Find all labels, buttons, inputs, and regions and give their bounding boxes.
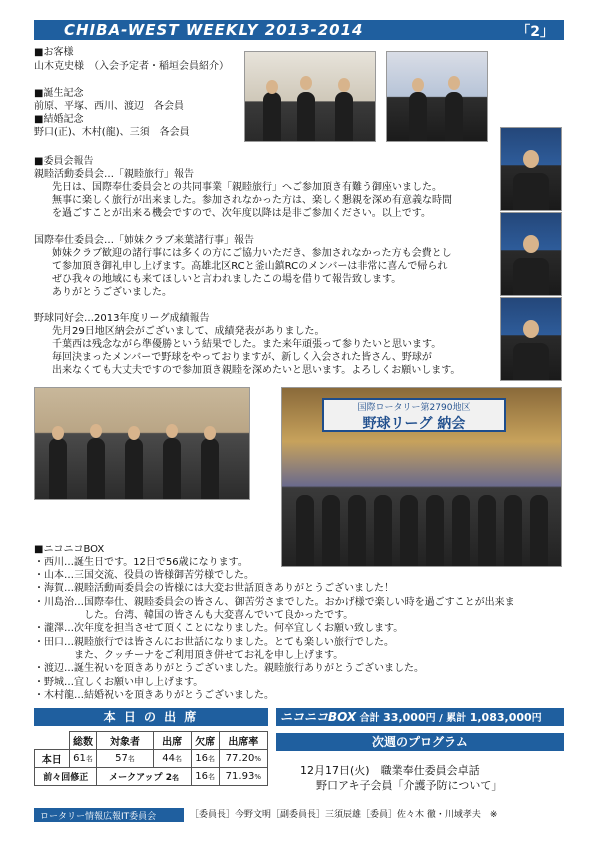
league-banner	[322, 398, 506, 432]
today-eligible: 57名	[97, 750, 153, 768]
nikoniko-item: ・瀧澤…次年度を担当させて頂くことになりました。何卒宜しくお願い致します。	[34, 623, 404, 634]
nikoniko-item: また、クッチーナをご利用頂き併せてお礼を申し上げます。	[34, 650, 344, 661]
league-banner-line2: 野球リーグ 納会	[362, 416, 466, 432]
nikoniko-item: ・海賀…親睦活動両委員会の皆様には大変お世話頂きありがとうございました！	[34, 583, 394, 594]
today-rate: 77.20%	[219, 750, 267, 768]
birthday-line: 前原、平塚、西川、渡辺 各会員	[34, 101, 184, 112]
photo-speaker-2	[500, 212, 562, 296]
col-eligible: 対象者	[97, 732, 153, 750]
photo-guest-group	[244, 51, 376, 142]
committee-s2-line: 姉妹クラブ歓迎の諸行事には多くの方にご協力いただき、参加されなかった方も会費とし	[52, 248, 452, 259]
attendance-prev-row	[35, 768, 268, 786]
photo-baseball-league	[281, 387, 562, 567]
next-week-line2: 野口アキ子会員「介護予防について」	[316, 779, 503, 792]
committee-s2-line: ぜひ我々の地域にも来てほしいと言われましたこの場を借りて報告致します。	[52, 274, 402, 285]
committee-s1-title: 親睦活動委員会…「親睦旅行」報告	[34, 169, 194, 180]
league-banner-line1: 国際ロータリー第2790地区	[357, 403, 471, 413]
issue-number: 「2」	[516, 24, 554, 40]
prev-rate: 71.93%	[219, 768, 267, 786]
nikoniko-item: ・野城…宜しくお願い申し上げます。	[34, 677, 204, 688]
photo-speaker-3	[500, 297, 562, 381]
birthday-heading: ■誕生記念	[34, 88, 84, 99]
nikoniko-item: ・田口…親睦旅行では皆さんにお世話になりました。とても楽しい旅行でした。	[34, 637, 394, 648]
col-rate: 出席率	[219, 732, 267, 750]
committee-s1-line: 無事に楽しく旅行が出来ました。参加されなかった方は、楽しく懇親を深め有意義な時間	[52, 195, 452, 206]
committee-s2-line: て参加頂き御礼申し上げます。高雄北区RCと釜山鎮RCのメンバーは非常に喜んで帰られ	[52, 261, 448, 272]
committee-s1-line: 先日は、国際奉仕委員会との共同事業「親睦旅行」へご参加頂き有難う御座いました。	[52, 182, 442, 193]
photo-speaker-1	[500, 127, 562, 211]
prev-label: 前々回修正	[35, 768, 97, 786]
newsletter-title: CHIBA-WEST WEEKLY 2013-2014	[64, 21, 364, 39]
footer-bar	[34, 808, 564, 822]
committee-s3-line: 千葉西は残念ながら準優勝という結果でした。また来年頑張って参りたいと思います。	[52, 339, 442, 350]
photo-celebration	[386, 51, 488, 142]
attendance-header-row	[35, 732, 268, 750]
attendance-table	[34, 731, 268, 786]
col-absent: 欠席	[191, 732, 219, 750]
today-total: 61名	[69, 750, 97, 768]
attendance-today-row	[35, 750, 268, 768]
committee-s3-line: 先月29日地区納会がございまして、成績発表がありました。	[52, 326, 325, 337]
nikoniko-item: ・木村龍…結婚祝いを頂きありがとうございました。	[34, 690, 274, 701]
attendance-title: 本 日 の 出 席	[34, 708, 268, 726]
wedding-heading: ■結婚記念	[34, 114, 84, 125]
committee-s2-title: 国際奉仕委員会…「姉妹クラブ来葉諸行事」報告	[34, 235, 254, 246]
nikoniko-item: ・西川…誕生日です。12日で56歳になります。	[34, 557, 248, 568]
col-total: 総数	[69, 732, 97, 750]
prev-absent: 16名	[191, 768, 219, 786]
wedding-line: 野口(正)、木村(龍)、三須 各会員	[34, 127, 190, 138]
committee-s1-line: を過ごすことが出来る機会ですので、次年度以降は是非ご参加ください。以上です。	[52, 208, 431, 219]
nikoniko-heading: ■ニコニコBOX	[34, 544, 105, 555]
nikoniko-item: ・川島治…国際奉仕、親睦委員会の皆さん、御苦労さまでした。おかげ様で楽しい時を過ごすことが出来ま	[34, 597, 515, 608]
today-present: 44名	[153, 750, 191, 768]
guest-line: 山木克史様 （入会予定者・稲垣会員紹介）	[34, 61, 229, 72]
footer-members: ［委員長］今野文明［副委員長］三須辰雄［委員］佐々木 徹・川域孝夫 ※	[184, 808, 568, 822]
committee-s3-title: 野球同好会…2013年度リーグ成績報告	[34, 313, 210, 324]
today-absent: 16名	[191, 750, 219, 768]
next-week-title: 次週のプログラム	[276, 733, 564, 751]
nikoniko-item: した。台湾、韓国の皆さんも大変喜んでいて良かったです。	[34, 610, 354, 621]
guest-heading: ■お客様	[34, 47, 74, 58]
committee-heading: ■委員会報告	[34, 156, 94, 167]
col-present: 出席	[153, 732, 191, 750]
committee-s2-line: ありがとうございました。	[52, 287, 172, 298]
nikoniko-item: ・渡辺…誕生祝いを頂きありがとうございました。親睦旅行ありがとうございました。	[34, 663, 424, 674]
nikoniko-item: ・山本…三国交流、役員の皆様御苦労様でした。	[34, 570, 254, 581]
committee-s3-line: 毎回決まったメンバーで野球をやっておりますが、新しく入会された皆さん、野球が	[52, 352, 432, 363]
photo-award-group	[34, 387, 250, 500]
makeup-cell: メークアップ 2名	[97, 768, 191, 786]
nikoniko-total-bar: ニコニコBOX 合計 33,000円 / 累計 1,083,000円	[276, 708, 564, 726]
today-label: 本日	[35, 750, 70, 768]
newsletter-header	[34, 20, 564, 40]
committee-s3-line: 出来なくても大丈夫ですので参加頂き親睦を深めたいと思います。よろしくお願いします。	[52, 365, 461, 376]
next-week-line1: 12月17日(火) 職業奉仕委員会卓話	[300, 764, 480, 777]
footer-committee: ロータリー情報広報IT委員会	[40, 812, 157, 822]
